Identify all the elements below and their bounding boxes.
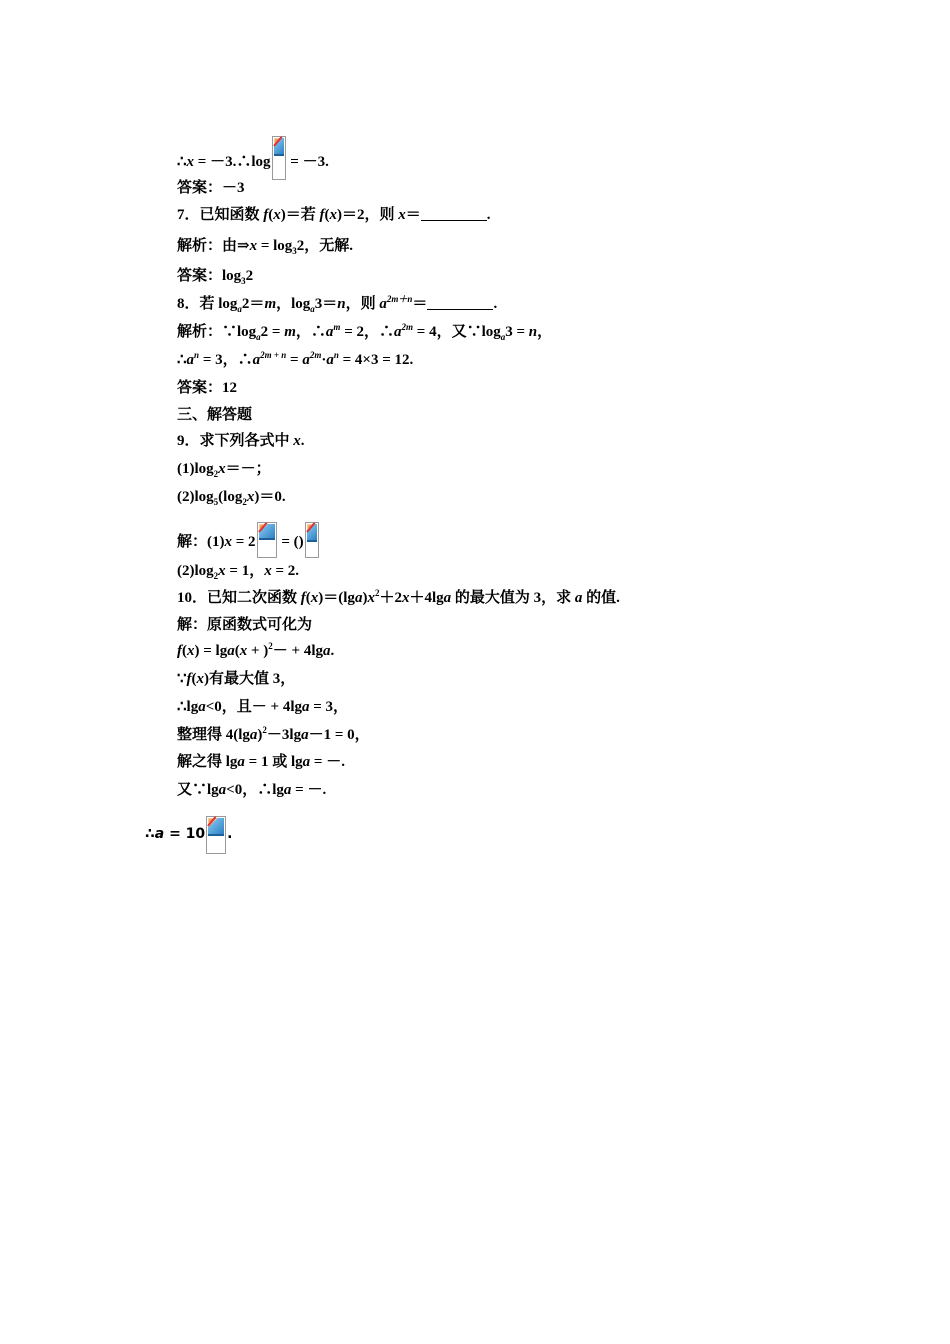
subscript: a — [256, 332, 261, 342]
text: 答案：log — [177, 268, 242, 284]
text: －1 = 0， — [308, 727, 370, 743]
subscript: a — [237, 304, 242, 314]
var: a — [574, 590, 583, 606]
var: a — [301, 727, 309, 743]
var: a — [227, 643, 235, 659]
text: . — [486, 207, 491, 223]
text: ∴ — [177, 352, 187, 368]
text: = －. — [310, 754, 345, 770]
var: m — [284, 324, 296, 340]
text: ( — [324, 207, 330, 223]
var: a — [283, 782, 292, 798]
question-9-part-2 — [177, 487, 286, 507]
text: = 2. — [271, 563, 300, 579]
text: 整理得 4(lg — [177, 727, 250, 743]
broken-image-icon — [305, 522, 319, 558]
var: f — [186, 671, 192, 687]
text: . — [300, 433, 305, 449]
subscript: 2 — [242, 497, 247, 507]
text: 解：(1) — [177, 534, 225, 550]
var: x — [196, 671, 205, 687]
text: (2)log — [177, 489, 214, 505]
broken-image-icon — [257, 522, 277, 558]
text: 8．若 log — [177, 296, 238, 312]
text: ( — [268, 207, 274, 223]
var: a — [186, 352, 195, 368]
text: = () — [277, 534, 304, 550]
subscript: a — [310, 304, 315, 314]
var: a — [326, 352, 334, 368]
var: a — [379, 296, 387, 312]
text: ∵ — [177, 671, 187, 687]
var: a — [325, 324, 334, 340]
line-1 — [177, 136, 329, 180]
broken-image-icon — [206, 816, 226, 854]
text: ，log — [276, 296, 311, 312]
question-8 — [177, 294, 497, 314]
text: = －3.∴log — [194, 154, 271, 170]
text: = 1 或 lg — [244, 754, 303, 770]
text: 3＝ — [314, 296, 338, 312]
text: = — [286, 352, 303, 368]
text: ∴lg — [177, 699, 199, 715]
text: 的最大值为 3，求 — [451, 590, 575, 606]
text: )有最大值 3， — [204, 671, 296, 687]
text: 2 = — [260, 324, 285, 340]
analysis-7 — [177, 236, 353, 256]
var: x — [239, 643, 248, 659]
text: (2)log — [177, 563, 214, 579]
subscript: a — [500, 332, 506, 342]
var: x — [264, 563, 272, 579]
text: = －3. — [286, 154, 329, 170]
var: x — [246, 489, 255, 505]
text: ＝ — [412, 296, 428, 312]
var: x — [249, 238, 258, 254]
var: x — [224, 534, 232, 550]
solution-10-step-6 — [177, 780, 326, 800]
section-heading: 三、解答题 — [177, 407, 253, 423]
text: = 2，∴ — [340, 324, 394, 340]
var: x — [186, 154, 195, 170]
var: a — [237, 754, 245, 770]
solution-10-step-3 — [177, 697, 348, 717]
text: ＋4lg — [409, 590, 444, 606]
superscript: n — [194, 350, 200, 360]
var: x — [329, 207, 338, 223]
text: <0，且－ + 4lg — [205, 699, 302, 715]
var: a — [154, 826, 165, 842]
var: a — [198, 699, 206, 715]
text: <0，∴lg — [226, 782, 284, 798]
subscript: 3 — [292, 246, 297, 256]
var: x — [218, 461, 226, 477]
text: ( — [182, 643, 187, 659]
subscript: 2 — [213, 469, 219, 479]
text: ( — [191, 671, 197, 687]
text: 2 — [245, 268, 254, 284]
text: ( — [305, 590, 311, 606]
answer-6: 答案：－3 — [177, 180, 245, 196]
var: x — [187, 643, 195, 659]
var: a — [249, 727, 258, 743]
var: a — [302, 754, 311, 770]
text: = 3， — [309, 699, 349, 715]
text: － + 4lg — [272, 643, 323, 659]
var: n — [337, 296, 346, 312]
text: 10．已知二次函数 — [177, 590, 301, 606]
analysis-8-line-1 — [177, 322, 552, 342]
text: = 10 — [164, 826, 206, 842]
text: 9．求下列各式中 — [177, 433, 294, 449]
superscript: 2 — [268, 641, 273, 651]
solution-10-step-5 — [177, 752, 345, 772]
broken-image-icon — [272, 136, 286, 180]
text: (1)log — [177, 461, 214, 477]
var: x — [401, 590, 410, 606]
answer-blank — [421, 206, 487, 221]
solution-10-step-2 — [177, 669, 295, 689]
var: x — [367, 590, 375, 606]
var: x — [398, 207, 406, 223]
solution-10-intro: 解：原函数式可化为 — [177, 617, 313, 633]
var: a — [394, 324, 402, 340]
var: a — [322, 643, 331, 659]
superscript: 2m＋n — [386, 294, 413, 304]
text: = 4，又∵log — [413, 324, 501, 340]
var: x — [310, 590, 319, 606]
var: a — [354, 590, 363, 606]
superscript: 2m — [309, 350, 322, 360]
subscript: 2 — [213, 571, 219, 581]
var: f — [300, 590, 306, 606]
question-10 — [177, 588, 620, 608]
text: 解析：由⇒ — [177, 238, 250, 254]
text: = 2 — [232, 534, 256, 550]
solution-10-final — [145, 816, 233, 854]
solution-9-part-2 — [177, 561, 299, 581]
text: 7．已知函数 — [177, 207, 264, 223]
answer-blank — [427, 295, 493, 310]
question-9 — [177, 431, 305, 451]
question-7 — [177, 205, 491, 225]
text: )＝若 — [280, 207, 320, 223]
var: a — [301, 699, 310, 715]
var: a — [218, 782, 227, 798]
text: 2＝ — [241, 296, 265, 312]
subscript: 5 — [213, 497, 219, 507]
question-9-part-1 — [177, 459, 271, 479]
text: = －. — [291, 782, 327, 798]
var: a — [443, 590, 452, 606]
text: ( — [234, 643, 240, 659]
var: f — [319, 207, 325, 223]
text: ＝ — [405, 207, 421, 223]
solution-9-part-1 — [177, 522, 320, 558]
text: )＝(lg — [318, 590, 355, 606]
var: f — [263, 207, 269, 223]
text: 2，无解. — [296, 238, 354, 254]
superscript: m — [333, 322, 341, 332]
superscript: 2m + n — [260, 350, 287, 360]
text: 解之得 lg — [177, 754, 238, 770]
solution-10-step-1 — [177, 641, 334, 661]
analysis-8-line-2 — [177, 350, 413, 370]
var: x — [293, 433, 301, 449]
text: . — [227, 826, 233, 842]
superscript: 2m — [401, 322, 414, 332]
text: ，∴ — [295, 324, 326, 340]
text: 又∵lg — [177, 782, 219, 798]
subscript: 3 — [241, 276, 246, 286]
text: 的值. — [582, 590, 620, 606]
var: a — [252, 352, 261, 368]
answer-7 — [177, 266, 253, 286]
text: ) — [362, 590, 368, 606]
text: (log — [218, 489, 243, 505]
text: ∴ — [177, 154, 187, 170]
text: ∴ — [145, 826, 155, 842]
text: ＝－； — [225, 461, 271, 477]
var: x — [218, 563, 226, 579]
solution-10-step-4 — [177, 725, 370, 745]
text: ) = lg — [194, 643, 228, 659]
text: )＝0. — [254, 489, 286, 505]
text: 3 = — [505, 324, 529, 340]
var: n — [528, 324, 538, 340]
text: = log — [257, 238, 293, 254]
text: · — [321, 352, 327, 368]
superscript: n — [333, 350, 339, 360]
text: )＝2，则 — [337, 207, 399, 223]
var: f — [177, 643, 182, 659]
text: ＋2 — [379, 590, 402, 606]
text: 解析：∵log — [177, 324, 257, 340]
answer-8: 答案：12 — [177, 380, 238, 396]
superscript: 2 — [262, 725, 267, 735]
text: = 3，∴ — [199, 352, 253, 368]
text: －3lg — [266, 727, 302, 743]
text: ，则 — [345, 296, 380, 312]
text: = 1， — [225, 563, 265, 579]
var: x — [273, 207, 281, 223]
text: ) — [257, 727, 263, 743]
text: . — [330, 643, 335, 659]
text: + ) — [247, 643, 269, 659]
var: m — [264, 296, 277, 312]
var: a — [302, 352, 310, 368]
text: ， — [537, 324, 553, 340]
text: = 4×3 = 12. — [338, 352, 414, 368]
text: . — [493, 296, 498, 312]
superscript: 2 — [374, 588, 380, 598]
